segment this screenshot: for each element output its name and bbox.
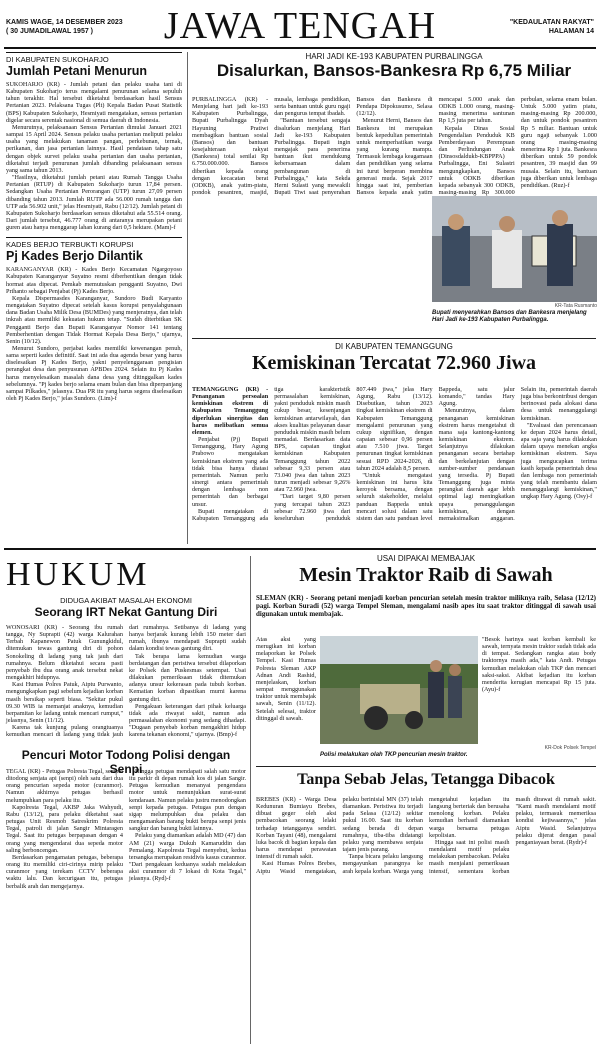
- sukoharjo-headline: Jumlah Petani Menurun: [6, 64, 147, 78]
- hijri-line: ( 30 JUMADILAWAL 1957 ): [6, 28, 94, 35]
- article-paragraph: BREBES (KR) - Warga Desa Kedunuran Bumiayu Brebes, dibuat geger oleh aksi pembacokan seorang lelaki terhadap tetangganya sendiri. Korban Tayani (48), mengalami luka bacok di bagian kepala dan harus mendapat perawatan intensif di rumah sakit.: [256, 796, 337, 861]
- article-paragraph: Penjabat (Pj) Bupati Temanggung, Hary Agung Prabowo mengatakan kemiskinan ekstrem yang ada tidak bisa hanya diatasi pemerintah. Namun perlu sinergi antara pemerintah dengan lembaga non pemerintah dan berbagai unsur.: [192, 436, 269, 508]
- masthead-rule: [4, 47, 596, 49]
- photo-caption: Polisi melakukan olah TKP pencurian mesin traktor.: [320, 752, 468, 758]
- article-paragraph: Menurut Herni, Bansos dan Bankesra ini merupakan bentuk kepedulian pemerintah untuk memperhatikan warga yang kurang mampu. Termasuk lembaga keagamaan dan pendidikan yang selama ini turut berperan membina generasi muda. Sejak 2017 hingga saat ini, pemberian Bansos kepada anak yatim mencapai 5.000 anak dan ODKB 1.000 orang, masing-masing menerima santunan Rp 1,5 juta per tahun.: [356, 96, 515, 197]
- traktor-lead: [256, 594, 596, 634]
- temanggung-kicker: DI KABUPATEN TEMANGGUNG: [335, 342, 453, 351]
- article-paragraph: Hingga saat ini polisi masih mendalami motif pelaku melakukan pembacokan. Pelaku masih menjalani pemeriksaan intensif, sementara korban masih dirawat di rumah sakit. "Kami masih mendalami motif pelaku, termasuk memeriksa kondisi kejiwaannya," jelas Aiptu Wasid. Selanjutnya pelaku dijerat dengan pasal penganiayaan berat. (Rydr)-f: [429, 796, 596, 875]
- article-paragraph: Menurutnya, pelaksanaan Sensus Pertanian dimulai Januari 2021 sampai 15 April 2024. Sensus pelaku usaha pertanian meliputi pelaku usaha yang melakukan tanaman pangan, perkebunan, ternak, perikanan, dan jasa pertanian lainnya. Hasil pendataan tahap satu dengan objek survei pelaku usaha pertanian dan usaha pertanian, diketahui terjadi penurunan jumlah dibanding pelaksanaan sensus yang sama tahun 2013.: [6, 123, 182, 174]
- article-paragraph: SUKOHARJO (KR) - Jumlah petani dan pelaku usaha tani di Kabupaten Sukoharjo terus mengalami penurunan selama sepuluh tahun terakhir. Hal tersebut diketahui berdasarkan hasil Sensus Pertanian 2023. Pelaksana Tugas (Plt) Kepala Badan Pusat Statistik (BPS) Kabupaten Sukoharjo, Hesmiyati mengatakan, sensus pertanian digelar secara serentak nasional di semua daerah di Indonesia.: [6, 81, 182, 124]
- article-paragraph: "Hasilnya, diketahui jumlah petani atau Rumah Tangga Usaha Pertanian (RTUP) di Kabupaten Sukoharjo turun 17,84 persen. Sedangkan Usaha Pertanian Perorangan (UTP) turun 27,09 persen dibanding tahun 2013. Jumlah RUTP ada 56.000 rumah tangga dan UTP ada 56.902 unit," jelas Hesmiyati, Rabu (12/12). Jumlah petani di Kabupaten Sukoharjo berdasarkan sensus diketahui ada 55.514 orang. Dari jumlah tersebut, 46.777 orang di antaranya merupakan petani guren atau hanya menggarap lahan kurang dari 0,5 hektare. (Mam)-f: [6, 174, 182, 232]
- purbalingga-headline: Disalurkan, Bansos-Bankesra Rp 6,75 Miliar: [216, 61, 572, 80]
- temanggung-article: [192, 386, 597, 544]
- article-paragraph: Hingga petugas mendapati salah satu motor itu parkir di depan rumah kos di jalan Sangir. Petugas kemudian menanyai pengendara motor untuk menunjukkan surat-surat kendaraan. Namun pelaku justru menodongkan senpi kepada petugas. Petugas pun dengan sigap melumpuhkan dua pelaku dan mengamankan barang bukti berupa senpi jenis sangkur dan barang bukti lainnya.: [129, 768, 247, 833]
- irt-headline: Seorang IRT Nekat Gantung Diri: [34, 605, 218, 619]
- traktor-kicker: USAI DIPAKAI MEMBAJAK: [376, 554, 476, 563]
- article-paragraph: Kapolresta Tegal, AKBP Jaka Wahyudi, Rabu (13/12), para pelaku diketahui saat petugas Unit Resmob Satreskrim Polresta Tegal, patroli di jalan Sangir Mintaragen Tegal. Saat itu petugas berpapasan dengan 4 orang yang mengendarai dua sepeda motor saling berboncengan.: [6, 803, 123, 854]
- article-paragraph: "Dari target 9,80 persen yang tercapai tahun 2023 sebesar 72.960 jiwa dari keseluruhan penduduk 807.449 jiwa," jelas Hary Agung, Rabu (13/12). Disebutkan, tahun 2023 tingkat kemiskinan ekstrem di Kabupaten Temanggung mengalami penurunan yang cukup signifikan, dengan capaian sebesar 0,96 persen atau 7.510 jiwa. Target penurunan tingkat kemiskinan sesuai RPD 2024-2026, di tahun 2024 adalah 8,5 persen.: [274, 386, 433, 522]
- article-paragraph: Kasi Humas Polres Patuk, Aiptu Purwanto, mengungkapkan pagi sebelum kejadian korban masih bersikap seperti biasa. "Sekitar pukul 09.30 WIB ia memanjat anaknya, kemudian berpamitan ke ladang untuk mencari rumput," jelasnya, Senin (11/12).: [6, 681, 123, 725]
- dibacok-header: [256, 770, 596, 792]
- irt-article: [6, 624, 246, 744]
- irt-kicker: DIDUGA AKIBAT MASALAH EKONOMI: [60, 596, 192, 605]
- temanggung-header: [192, 342, 596, 382]
- article-paragraph: Pengakuan keterangan dari pihak keluarga tidak ada riwayat sakit, namun ada permasalahan ekonomi yang sedang dihadapi. "Dugaan penyebab korban mengakhiri hidup karena tekanan ekonomi," ujarnya. (Bmp)-f: [129, 702, 246, 739]
- section-divider: [256, 766, 596, 767]
- article-paragraph: Kasi Humas Polres Brebes, Aiptu Wasid mengatakan, pelaku berinisial MN (37) telah diamankan. Peristiwa itu terjadi pada Selasa (12/12) sekitar pukul 16.00. Saat itu korban sedang berada di depan rumahnya, tiba-tiba didatangi pelaku yang membawa senjata tajam jenis parang.: [256, 796, 423, 875]
- photo-tractor-field-icon: [320, 636, 478, 744]
- photo-bansos-ceremony: [432, 196, 597, 302]
- masthead-right: [510, 18, 594, 36]
- hukum-rule: [4, 548, 596, 550]
- column-divider: [250, 556, 251, 1044]
- article-paragraph: Tanpa bicara pelaku langsung mengayunkan parangnya ke arah kepala korban. Warga yang mengetahui kejadian itu langsung berteriak dan berusaha menolong korban. Pelaku kemudian berhasil diamankan warga bersama petugas kepolisian.: [342, 796, 510, 875]
- senpi-headline: Pencuri Motor Todong Polisi dengan Senpi: [21, 748, 231, 776]
- purbalingga-kicker: HARI JADI KE-193 KABUPATEN PURBALINGGA: [305, 52, 483, 61]
- traktor-headline: Mesin Traktor Raib di Sawah: [299, 564, 553, 586]
- article-paragraph: "Untuk mengatasi kemiskinan ini harus kita keroyok bersama, dengan seluruh stakeholder, melalui panduan Bappeda untuk mencari solusi dalam satu sistem dan satu panduan level Bappeda, satu jalur komando," tandas Hary Agung.: [356, 386, 515, 522]
- column-divider: [187, 52, 188, 544]
- article-paragraph: KARANGANYAR (KR) - Kades Berjo Kecamatan Ngargoyoso Kabupaten Karanganyar Suyatno resmi diberhentikan dengan tidak hormat atas dipecat. Pemkab memutuskan pengganti Suyatno, Dwi Prihanto sebagai Penjabat (Pj) Kades Berjo.: [6, 266, 182, 295]
- dibacok-headline: Tanpa Sebab Jelas, Tetangga Dibacok: [297, 771, 555, 788]
- article-paragraph: WONOSARI (KR) - Seorang ibu rumah tangga, Ny Suprapti (42) warga Kalurahan Terbah Kapanewon Patuk Gunungkidul, ditemukan tewas gantung diri di pohon Sonokeling di ladang yang tak jauh dari rumahnya. Belum diketahui secara pasti penyebab ibu dua orang anak tersebut nekat mengakhiri hidupnya.: [6, 624, 123, 682]
- article-paragraph: Tak berapa lama kemudian warga berdatangan dan peristiwa tersebut dilaporkan ke Polsek dan Puskesmas setempat. Usai dilakukan pemeriksaan tidak ditemukan adanya unsur kekerasan pada tubuh korban. Kematian korban dipastikan murni karena gantung diri.: [129, 652, 246, 703]
- article-paragraph: Pelaku yang diamankan adalah MD (47) dan AM (21) warga Dukuh Kamaruddin dan Pemalang. Kapolresta Tegal menyebut, kedua tersangka merupakan residivis kasus curanmor. "Dari pengakuan keduanya sudah melakukan aksi curanmor di 7 lokasi di Kota Tegal," jelasnya. (Ryd)-f: [129, 832, 247, 883]
- senpi-header: [6, 748, 246, 776]
- photo-caption: Bupati menyerahkan Bansos dan Bankesra menjelang Hari Jadi ke-193 Kabupaten Purbalingga.: [432, 310, 587, 323]
- motto: "KEDAULATAN RAKYAT": [509, 19, 594, 26]
- berjo-article: [6, 266, 182, 402]
- sukoharjo-article: [6, 81, 182, 231]
- article-paragraph: PURBALINGGA (KR) - Menjelang hari jadi ke-193 Kabupaten Purbalingga, Bupati Purbalingga Dyah Hayuning Pratiwi membagikan bantuan sosial (Bansos) dan bantuan kesejahteraan rakyat (Bankesra) total senilai Rp 6.750.000.000. Bansos diberikan kepada orang dengan kecacatan berat (ODKB), anak yatim-piatu, pondok pesantren, masjid, musala, lembaga pendidikan, serta bantuan untuk guru ngaji dan pengurus tempat ibadah.: [192, 96, 351, 197]
- article-paragraph: "Besok harinya saat korban kembali ke sawah, ternyata mesin traktor sudah tidak ada di tempat. Sedangkan rangka atau body traktornya masih ada," kata Andi. Petugas kemudian melakukan olah TKP dan mencari saksi-saksi. Akibat kejadian itu korban menderita kerugian mencapai Rp 15 juta. (Ayu)-f: [482, 636, 596, 694]
- section-divider: [192, 338, 596, 339]
- irt-header: [6, 596, 246, 620]
- masthead: [0, 0, 600, 48]
- berjo-kicker: KADES BERJO TERBUKTI KORUPSI: [6, 237, 182, 249]
- article-paragraph: Karena tak kunjung pulang orangtuanya kemudian mencari di ladang yang tidak jauh dari rumahnya. Setibanya di ladang yang hanya berjarak kurang lebih 150 meter dari rumah, ibunya mendapati Suprapti sudah dalam kondisi tewas gantung diri.: [6, 624, 246, 739]
- article-paragraph: Atas aksi yang merugikan ini korban melaporkan ke Polsek Tempel. Kasi Humas Polresta Sleman AKP Adnan Andi Rashid, menjelaskan, korban sempat menggunakan traktor untuk membajak sawah, Senin (11/12). Setelah selesai, traktor ditinggal di sawah.: [256, 636, 316, 722]
- article-paragraph: Menurut Sundoro, perjabat kades memiliki kewenangan penuh, sama seperti kades definitif. Saat ini ada dua agenda besar yang harus diselesaikan Pj Kades Berjo, yakni penyelenggaraan pengisian perangkat desa dan penyusunan APBDes 2024. Selain itu Pj Kades harus menyelesaikan masalah dana desa yang ditinggalkan kades sebelumnya. "Pj kades berjo selama enam bulan dan bisa diperpanjang sampai Pilkades," jelasnya. Dua PR itu yang harus segera diselesaikan oleh Pj Kades Berjo," jelas Sundoro. (Lim)-f: [6, 345, 182, 403]
- traktor-header: [256, 554, 596, 590]
- hukum-title: HUKUM: [6, 556, 150, 593]
- article-paragraph: "Evaluasi dan perencanaan ke depan 2024 harus detail, apa saja yang harus dilakukan dalam upaya menekan angka kemiskinan ekstrem. Saya juga mengucapkan terima kasih kepada pemerintah desa dan lembaga non pemerintah yang telah membantu dalam menanggulangi kemiskinan," ungkap Hary Agung. (Osy)-f: [520, 421, 597, 501]
- berjo-headline: Pj Kades Berjo Dilantik: [6, 249, 143, 264]
- article-paragraph: Menurutnya, dalam penanganan kemiskinan ekstrem harus mengetahui di mana saja kantong-kantong kemiskinan ekstrem. Selanjutnya dilakukan penanganan secara bertahap dan berkelanjutan dengan sumber-sumber pendanaan yang tersedia. Pj Bupati Temanggung juga minta perangkat daerah agar lebih optimal lagi meningkatkan upaya penanggulangan kemiskinan, dengan memaksimalkan anggaran. Selain itu, pemerintah daerah juga bisa berkontribusi dengan berinovasi pada alokasi dana desa untuk menanggulangi kemiskinan.: [438, 386, 597, 522]
- photo-credit: KR-Dok Polsek Tempel: [544, 745, 596, 751]
- photo-tractor-field: [320, 636, 478, 744]
- section-title: JAWA TENGAH: [163, 5, 437, 47]
- dibacok-article: [256, 796, 596, 1044]
- photo-credit: KR-Tata Rusmanto: [554, 303, 597, 309]
- temanggung-headline: Kemiskinan Tercatat 72.960 Jiwa: [251, 352, 537, 374]
- article-paragraph: Berdasarkan pengamatan petugas, beberapa orang itu memiliki ciri-cirinya mirip pelaku curanmor yang terekam CCTV beberapa waktu lalu. Dan kecurigaan itu, petugas berbalik arah dan mengejarnya.: [6, 853, 123, 890]
- sukoharjo-kicker: DI KABUPATEN SUKOHARJO: [6, 52, 182, 64]
- article-paragraph: "Bantuan tersebut sengaja disalurkan menjelang Hari Jadi ke-193 Kabupaten Purbalingga. Bupati ingin mengajak para penerima bantuan ikut mendukung kebersamaan dalam pembangunan di Purbalingga," kata Sekda Herni Sulasti yang mewakili Bupati Tiwi saat penyerahan Bansos dan Bankesra di Pendapa Dipokusumo, Selasa (12/12).: [274, 96, 433, 197]
- senpi-article: [6, 768, 246, 1044]
- hukum-section-label: [6, 556, 246, 592]
- article-paragraph: TEGAL (KR) - Petugas Polresta Tegal, sempat ditodong senjata api (senpi) oleh satu dari dua orang pencurian sepeda motor (curanmor). Namun akhirnya petugas berhasil melumpuhkan para pelaku itu.: [6, 768, 123, 804]
- photo-bansos-ceremony-icon: [432, 196, 597, 302]
- article-lead: SLEMAN (KR) - Seorang petani menjadi korban pencurian setelah mesin traktor miliknya raib, Selasa (12/12) pagi. Korban Suradi (52) warga Tempel Sleman, mengalami nasib apes itu saat traktor ditinggal di sawah usai digunakan untuk membajak.: [256, 594, 596, 618]
- article-paragraph: Bupati mengatakan di Kabupaten Temanggung ada tiga karakteristik permasalahan kemiskinan, yakni penduduk miskin masih cukup besar, kesenjangan kemiskinan antarwilayah, dan akses kualitas pelayanan dasar penduduk miskin masih belum memadai. Berdasarkan data BPS, capaian tingkat kemiskinan Kabupaten Temanggung tahun 2022 sebesar 9,33 persen atau 73.040 jiwa dan tahun 2023 turun menjadi sebesar 9,26% atau 72.960 jiwa.: [192, 386, 351, 522]
- article-paragraph: Kepala Dinas Sosial Pengendalian Penduduk KB Pemberdayaan Perempuan dan Perlindungan Anak (Dinsosdaldukb-KBPPPA) Purbalingga, Eni Sulastri mengungkapkan, Bansos untuk ODKB diberikan kepada sebanyak 300 ODKB, masing-masing Rp 300.000 perbulan, selama enam bulan. Untuk 5.000 yatim piatu, masing-masing Rp 200.000, dan untuk pondok pesantren Rp 5 miliar. Bantuan untuk guru ngaji sebanyak 1.000 orang masing-masing menerima Rp 1 juta. Bankesra diberikan untuk 59 pondok pesantren, 39 masjid dan 99 musala. Selain itu, bantuan juga diberikan untuk lembaga pendidikan. (Ruz)-f: [438, 96, 597, 197]
- left-column: [6, 52, 182, 544]
- article-lead: TEMANGGUNG (KR) - Penanganan persoalan kemiskinan ekstrem di Kabupaten Temanggung diperlukan sinergitas dan harus melibatkan semua elemen.: [192, 386, 269, 436]
- page-number: HALAMAN 14: [548, 28, 594, 35]
- purbalingga-header: [192, 52, 596, 92]
- date-line: KAMIS WAGE, 14 DESEMBER 2023: [6, 19, 123, 26]
- article-paragraph: Kepala Dispermasdes Karanganyar, Sundoro Budi Karyanto mengatakan Suyatno dipecat setelah kasus korupsi penyalahgunaan dana Badan Usaha Milik Desa (BUMDes) yang menjeratnya, dan telah inkrah atau memiliki kekuatan hukum tetap. "Sudah diterbitkan SK Pengganti Berjo dan Bupati Karanganyar Nomor 141 tentang Pemberhentian dengan Tidak Hormat Kepala Desa Berjo," ujarnya, Senin (10/12).: [6, 294, 182, 345]
